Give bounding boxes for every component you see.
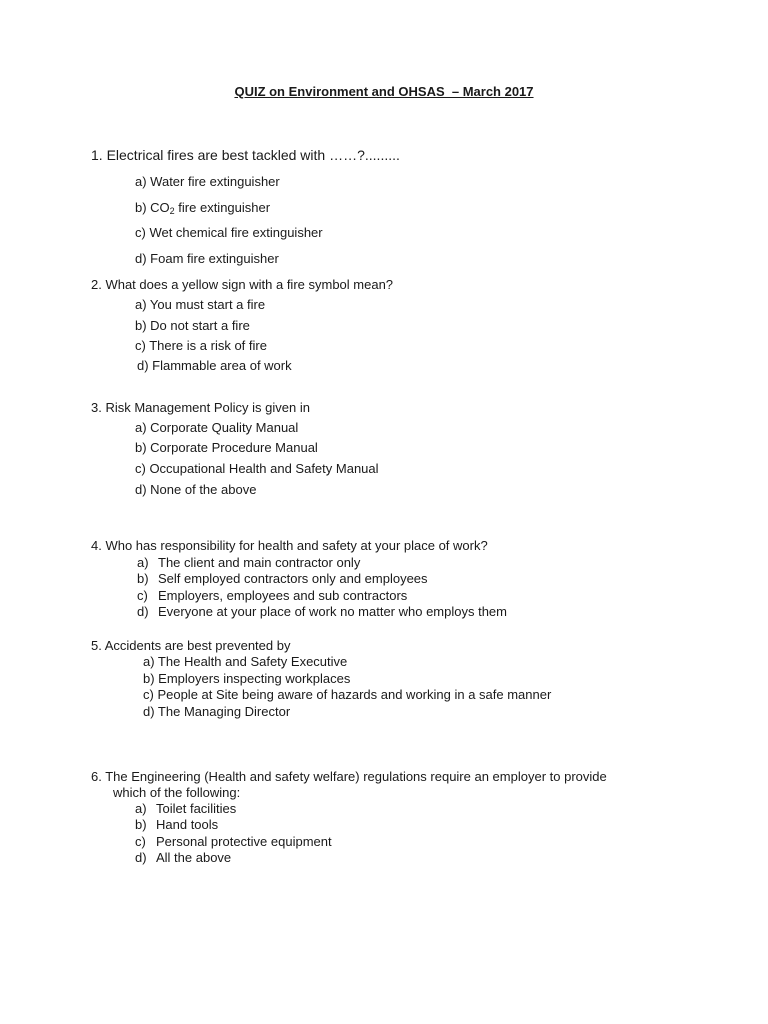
option-text: Hand tools xyxy=(156,817,219,832)
option-text: All the above xyxy=(156,850,232,865)
option-text: Self employed contractors only and employees xyxy=(158,571,428,586)
question-4: 4. Who has responsibility for health and safety at your place of work? xyxy=(91,538,488,553)
question-2-option-d: d) Flammable area of work xyxy=(137,358,292,373)
question-2-option-a: a) You must start a fire xyxy=(135,297,266,312)
option-text: Toilet facilities xyxy=(156,801,237,816)
quiz-title: QUIZ on Environment and OHSAS – March 2017 xyxy=(234,84,534,99)
question-4-option-b xyxy=(137,571,428,586)
question-1-option-d: d) Foam fire extinguisher xyxy=(135,251,279,266)
question-5-option-a: a) The Health and Safety Executive xyxy=(143,654,348,669)
question-4-option-a xyxy=(137,555,360,570)
option-label: b) xyxy=(137,571,149,586)
question-3-option-c: c) Occupational Health and Safety Manual xyxy=(135,461,379,476)
question-3-option-b: b) Corporate Procedure Manual xyxy=(135,440,318,455)
question-6-option-b xyxy=(135,817,218,832)
question-5-option-c: c) People at Site being aware of hazards and working in a safe manner xyxy=(143,687,552,702)
question-4-option-c xyxy=(137,588,407,603)
question-6-option-d xyxy=(135,850,231,865)
question-1-option-b: b) $CO_2$ fire extinguisher xyxy=(135,200,271,216)
option-label: a) xyxy=(135,801,147,816)
question-5: 5. Accidents are best prevented by xyxy=(91,638,291,653)
option-text: Employers, employees and sub contractors xyxy=(158,588,408,603)
question-6-option-a xyxy=(135,801,236,816)
question-3-option-a: a) Corporate Quality Manual xyxy=(135,420,299,435)
question-1-option-c: c) Wet chemical fire extinguisher xyxy=(135,225,323,240)
option-label: c) xyxy=(137,588,148,603)
option-text: The client and main contractor only xyxy=(158,555,361,570)
question-3: 3. Risk Management Policy is given in xyxy=(91,400,310,415)
option-label: b) xyxy=(135,817,147,832)
question-2: 2. What does a yellow sign with a fire symbol mean? xyxy=(91,277,394,292)
question-4-option-d xyxy=(137,604,507,619)
option-label: d) xyxy=(137,604,149,619)
option-text: Personal protective equipment xyxy=(156,834,332,849)
option-text: Everyone at your place of work no matter who employs them xyxy=(158,604,507,619)
question-6: 6. The Engineering (Health and safety welfare) regulations require an employer to provide xyxy=(91,769,607,784)
option-label: a) xyxy=(137,555,149,570)
question-6-continuation: which of the following: xyxy=(113,785,241,800)
question-2-option-c: c) There is a risk of fire xyxy=(135,338,267,353)
question-1: 1. Electrical fires are best tackled with ……?......... xyxy=(91,147,400,163)
question-5-option-b: b) Employers inspecting workplaces xyxy=(143,671,351,686)
question-3-option-d: d) None of the above xyxy=(135,482,257,497)
option-label: c) xyxy=(135,834,146,849)
question-2-option-b: b) Do not start a fire xyxy=(135,318,250,333)
question-6-option-c xyxy=(135,834,332,849)
question-5-option-d: d) The Managing Director xyxy=(143,704,291,719)
question-1-option-a: a) Water fire extinguisher xyxy=(135,174,280,189)
option-label: d) xyxy=(135,850,147,865)
